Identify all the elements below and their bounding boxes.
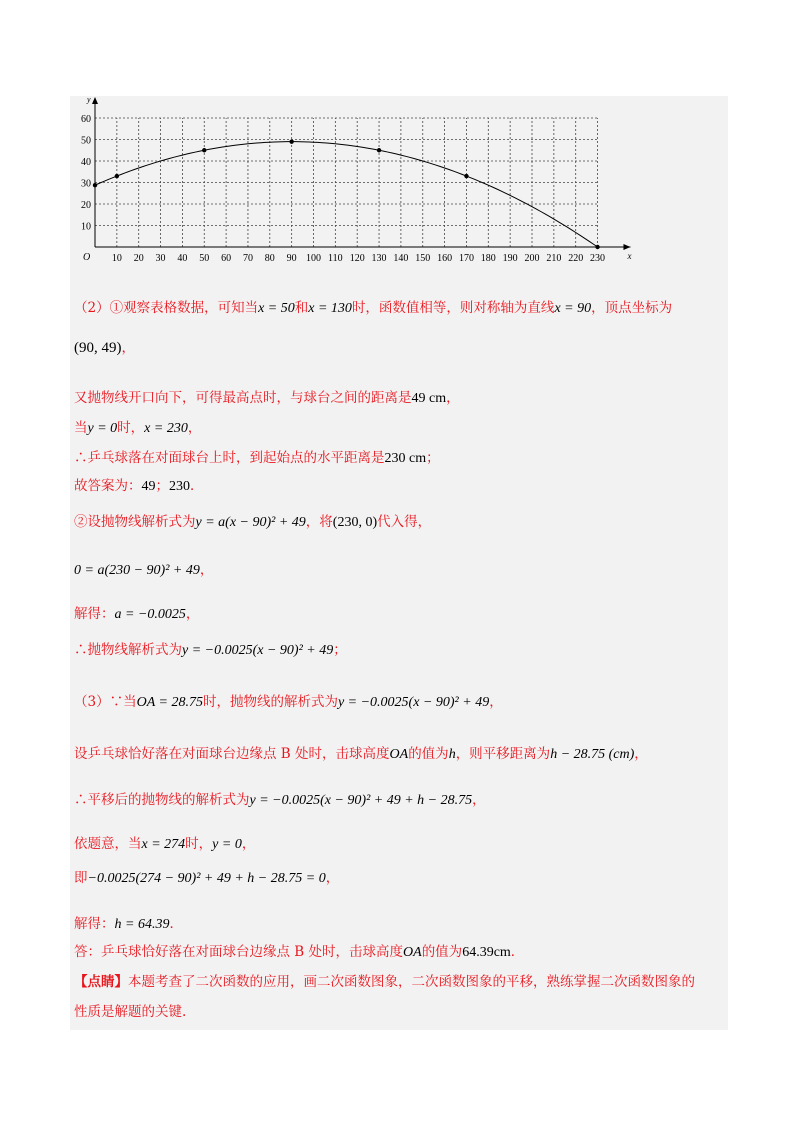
text-seg: ， xyxy=(185,606,200,622)
x-tick-label: 60 xyxy=(221,253,232,264)
text-seg: ，则平移距离为 xyxy=(455,746,551,762)
data-point xyxy=(115,174,119,178)
sol-line-17 xyxy=(74,942,524,963)
text-seg: ②设抛物线解析式为 xyxy=(74,514,196,530)
math: h = 64.39 xyxy=(114,917,170,932)
data-point xyxy=(377,148,381,152)
text-seg: ， xyxy=(241,836,256,852)
text-seg: （2）①观察表格数据，可知当 xyxy=(74,300,259,316)
x-tick-label: 160 xyxy=(437,253,453,264)
x-tick-label: 40 xyxy=(177,253,188,264)
sol-line-4 xyxy=(74,418,201,439)
text-seg: 的值为 xyxy=(421,944,463,960)
sol-line-11 xyxy=(74,692,503,713)
sol-line-19 xyxy=(74,1002,186,1022)
x-tick-label: 170 xyxy=(458,253,474,264)
math: a = −0.0025 xyxy=(114,607,186,622)
text-seg: 性质是解题的关键. xyxy=(74,1004,187,1020)
sol-line-9 xyxy=(74,604,199,625)
math: y = −0.0025(x − 90)² + 49 xyxy=(182,643,334,658)
x-tick-label: 80 xyxy=(264,253,275,264)
math: −0.0025(274 − 90)² + 49 + h − 28.75 = 0 xyxy=(87,871,326,886)
text-seg: 的值为 xyxy=(408,746,449,762)
data-point xyxy=(202,148,206,152)
text-seg: 时， xyxy=(185,836,213,852)
parabola-chart xyxy=(70,96,640,268)
text-seg: ，顶点坐标为 xyxy=(591,300,673,316)
math: OA xyxy=(389,747,409,762)
text-seg: ， xyxy=(472,792,486,808)
x-tick-label: 30 xyxy=(155,253,166,264)
x-tick-label: 130 xyxy=(371,253,387,264)
dianjing-label: 【点睛】 xyxy=(74,974,128,990)
x-tick-label: 200 xyxy=(524,253,540,264)
sol-line-1 xyxy=(74,298,672,319)
text-seg: 时，抛物线的解析式为 xyxy=(202,694,338,710)
x-tick-label: 110 xyxy=(328,253,343,264)
math: x = 230 xyxy=(144,421,188,436)
math: (90, 49) xyxy=(74,340,122,356)
text-seg: 即 xyxy=(74,870,88,886)
math: y = −0.0025(x − 90)² + 49 xyxy=(337,695,490,710)
y-tick-label: 40 xyxy=(81,157,91,168)
math: x = 274 xyxy=(141,837,186,852)
data-point xyxy=(464,174,468,178)
x-tick-label: 70 xyxy=(242,253,253,264)
text-seg: （3）∵当 xyxy=(74,694,137,710)
y-tick-label: 30 xyxy=(81,178,91,190)
text-seg: 又抛物线开口向下，可得最高点时，与球台之间的距离是 xyxy=(74,390,412,406)
sol-line-6 xyxy=(74,476,204,497)
math: OA = 28.75 xyxy=(136,695,203,710)
math: x = 50 xyxy=(258,301,295,316)
data-point xyxy=(289,139,293,143)
math: 230 xyxy=(169,479,190,494)
x-tick-label: 100 xyxy=(306,253,321,264)
x-tick-label: 190 xyxy=(502,253,518,264)
text-seg: ． xyxy=(510,944,525,960)
x-tick-label: 150 xyxy=(415,253,431,264)
chart-grid xyxy=(95,118,598,247)
data-point xyxy=(93,183,97,187)
x-axis-label: x xyxy=(627,251,632,261)
sol-line-5 xyxy=(74,448,440,469)
sol-line-12 xyxy=(74,744,648,765)
math: OA xyxy=(403,945,422,960)
text-seg: 依题意，当 xyxy=(74,836,142,852)
sol-line-7 xyxy=(74,512,431,533)
text-seg: 故答案为： xyxy=(74,478,142,494)
math: y = 0 xyxy=(87,421,118,436)
x-tick-label: 230 xyxy=(590,253,606,264)
y-axis-label: y xyxy=(87,96,91,104)
math: 64.39cm xyxy=(462,945,511,960)
text-seg: ， xyxy=(187,420,202,436)
y-axis-arrow xyxy=(92,97,98,104)
x-tick-label: 210 xyxy=(546,253,562,264)
x-tick-label: 140 xyxy=(393,253,409,264)
text-seg: ， xyxy=(121,340,135,356)
math: 49 cm xyxy=(411,391,447,406)
sol-line-10 xyxy=(74,640,347,661)
text-seg: 本题考查了二次函数的应用，画二次函数图象，二次函数图象的平移，熟练掌握二次函数图象的 xyxy=(128,974,695,990)
math: y = 0 xyxy=(212,837,242,852)
chart-points xyxy=(93,139,600,249)
x-tick-label: 180 xyxy=(480,253,496,264)
text-seg: ． xyxy=(169,916,183,932)
math: y = −0.0025(x − 90)² + 49 + h − 28.75 xyxy=(249,793,473,808)
sol-line-3 xyxy=(74,388,460,409)
text-seg: ∴乒乓球落在对面球台上时，到起始点的水平距离是 xyxy=(74,450,385,466)
math: 0 = a(230 − 90)² + 49 xyxy=(74,563,200,578)
x-tick-label: 120 xyxy=(349,253,365,264)
parabola-curve xyxy=(95,142,598,247)
text-seg: ， xyxy=(634,746,648,762)
text-seg: ∴平移后的抛物线的解析式为 xyxy=(74,792,250,808)
chart-ticks xyxy=(81,114,605,264)
math: y = a(x − 90)² + 49 xyxy=(195,515,306,530)
text-seg: 时，函数值相等，则对称轴为直线 xyxy=(351,300,555,316)
text-seg: 时， xyxy=(117,420,145,436)
text-seg: ； xyxy=(333,642,347,658)
y-tick-label: 50 xyxy=(81,135,91,147)
y-tick-label: 20 xyxy=(81,200,91,211)
text-seg: 代入得， xyxy=(377,514,432,530)
x-tick-label: 20 xyxy=(133,253,144,264)
math: 49 xyxy=(141,479,156,494)
text-seg: ， xyxy=(325,870,340,886)
text-seg: ， xyxy=(446,390,460,406)
math: x = 130 xyxy=(308,301,352,316)
text-seg: 设乒乓球恰好落在对面球台边缘点 B 处时，击球高度 xyxy=(74,746,390,762)
math: x = 90 xyxy=(554,301,592,316)
sol-line-14 xyxy=(74,834,255,855)
math: (230, 0) xyxy=(332,515,378,530)
text-seg: ． xyxy=(190,478,204,494)
x-tick-label: 220 xyxy=(568,253,584,264)
x-tick-label: 50 xyxy=(199,253,210,264)
math: h xyxy=(448,747,456,762)
x-tick-label: 10 xyxy=(111,253,122,264)
sol-line-2 xyxy=(74,338,135,358)
text-seg: 和 xyxy=(294,300,309,316)
text-seg: 解得： xyxy=(74,916,115,932)
text-seg: 当 xyxy=(74,420,88,436)
text-seg: ， xyxy=(199,562,214,578)
sol-line-18 xyxy=(74,972,695,992)
text-seg: ； xyxy=(155,478,169,494)
math: 230 cm xyxy=(384,451,427,466)
text-seg: 解得： xyxy=(74,606,115,622)
x-axis-arrow xyxy=(623,244,630,250)
math: h − 28.75 (cm) xyxy=(550,747,635,762)
sol-line-8 xyxy=(74,560,213,581)
text-seg: ， xyxy=(489,694,503,710)
sol-line-15 xyxy=(74,868,339,889)
y-tick-label: 10 xyxy=(81,221,91,233)
origin-label: O xyxy=(83,252,91,263)
data-point xyxy=(595,245,599,249)
text-seg: ，将 xyxy=(305,514,333,530)
x-tick-label: 90 xyxy=(286,253,297,264)
sol-line-16 xyxy=(74,914,183,935)
y-tick-label: 60 xyxy=(81,114,91,125)
text-seg: 答：乒乓球恰好落在对面球台边缘点 B 处时，击球高度 xyxy=(74,944,404,960)
sol-line-13 xyxy=(74,790,486,811)
text-seg: ∴抛物线解析式为 xyxy=(74,642,182,658)
text-seg: ； xyxy=(426,450,440,466)
